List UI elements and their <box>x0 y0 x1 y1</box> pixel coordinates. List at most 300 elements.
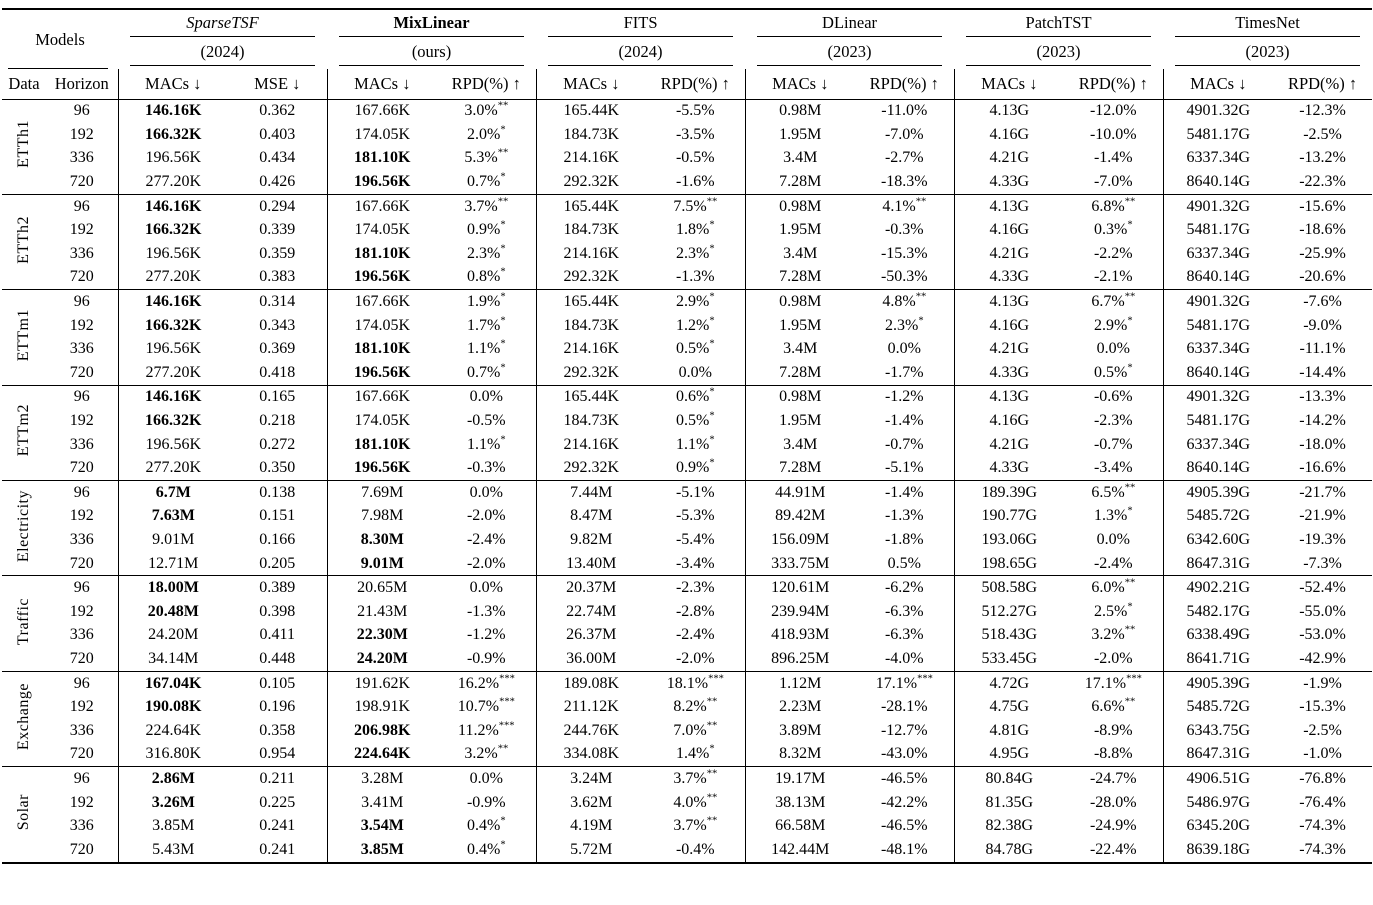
metric-cell: 0.165 <box>259 388 296 406</box>
metric-cell: -0.5% <box>675 149 715 167</box>
horizon-column-header: Horizon <box>54 73 109 93</box>
metric-cell: 0.0% <box>469 388 503 406</box>
metric-cell: 3.7%** <box>464 196 509 215</box>
table-row <box>2 266 1372 290</box>
macs-cell: 4.13G <box>954 290 1064 314</box>
macs-cell: 22.30M <box>327 624 437 648</box>
table-row <box>2 767 1372 791</box>
table-row <box>2 838 1372 863</box>
metric-cell: 3.2%** <box>1091 625 1136 644</box>
metric-cell: -1.0% <box>1303 745 1342 763</box>
dataset-group <box>2 99 1372 194</box>
horizon-cell: 720 <box>69 745 94 763</box>
macs-cell: 20.37M <box>536 576 646 600</box>
macs-cell: 508.58G <box>954 576 1064 600</box>
metric-cell: -48.1% <box>880 840 928 858</box>
macs-cell: 2.23M <box>745 695 855 719</box>
macs-cell: 224.64K <box>327 743 437 767</box>
macs-cell: 181.10K <box>327 337 437 361</box>
macs-cell: 4.33G <box>954 266 1064 290</box>
macs-cell: 4.21G <box>954 242 1064 266</box>
macs-cell: 5481.17G <box>1163 218 1273 242</box>
dataset-label <box>2 194 46 289</box>
macs-cell: 166.32K <box>118 218 228 242</box>
metric-column-header: RPD(%) ↑ <box>1287 73 1358 93</box>
horizon-cell: 336 <box>69 149 94 167</box>
models-underline <box>8 68 108 69</box>
macs-cell: 8647.31G <box>1163 552 1273 576</box>
horizon-cell: 192 <box>69 793 94 811</box>
macs-column-header: MACs ↓ <box>536 69 646 99</box>
metric-cell: 6.5%** <box>1091 482 1136 501</box>
table-row <box>2 552 1372 576</box>
macs-cell: 239.94M <box>745 600 855 624</box>
significance-stars: ** <box>706 768 718 780</box>
horizon-cell: 96 <box>73 483 90 501</box>
metric-cell: -2.1% <box>1093 268 1133 286</box>
metric-cell: 0.350 <box>259 459 296 477</box>
macs-cell: 196.56K <box>118 433 228 457</box>
macs-cell: 4.72G <box>954 671 1064 695</box>
metric-cell: 2.5%* <box>1094 601 1133 620</box>
significance-stars: ** <box>706 720 718 732</box>
macs-cell: 193.06G <box>954 528 1064 552</box>
significance-stars: ** <box>915 291 927 303</box>
dataset-label-text: Electricity <box>15 489 32 562</box>
metric-cell: -6.3% <box>884 626 924 644</box>
macs-cell: 3.28M <box>327 767 437 791</box>
metric-cell: -50.3% <box>880 268 928 286</box>
significance-stars: ** <box>706 196 718 208</box>
metric-cell: -21.9% <box>1299 507 1346 525</box>
metric-cell: 6.7%** <box>1091 291 1136 311</box>
macs-cell: 7.63M <box>118 505 228 529</box>
macs-cell: 9.01M <box>118 528 228 552</box>
metric-cell: -28.0% <box>1089 793 1137 811</box>
significance-stars: * <box>1127 362 1133 374</box>
dataset-label-text: Traffic <box>15 597 32 645</box>
macs-cell: 146.16K <box>118 290 228 314</box>
macs-cell: 292.32K <box>536 456 646 480</box>
metric-cell: -9.0% <box>1303 316 1342 334</box>
metric-cell: 0.434 <box>259 149 296 167</box>
metric-cell: 1.3%* <box>1094 506 1133 525</box>
metric-cell: 1.1%* <box>466 434 506 453</box>
metric-cell: -13.3% <box>1299 388 1346 406</box>
significance-stars: * <box>500 243 506 255</box>
table-row <box>2 576 1372 600</box>
macs-cell: 211.12K <box>536 695 646 719</box>
macs-cell: 7.98M <box>327 505 437 529</box>
macs-cell: 224.64K <box>118 719 228 743</box>
metric-cell: 1.4%* <box>675 744 715 763</box>
metric-cell: -0.6% <box>1093 388 1133 406</box>
results-table <box>2 8 1372 864</box>
metric-cell: 4.1%** <box>882 196 927 215</box>
metric-cell: -5.1% <box>884 459 924 477</box>
macs-cell: 3.24M <box>536 767 646 791</box>
table-row <box>2 456 1372 480</box>
dataset-label-text: ETTm1 <box>15 308 32 362</box>
metric-cell: -55.0% <box>1299 602 1346 620</box>
significance-stars: * <box>500 338 506 350</box>
macs-cell: 34.14M <box>118 647 228 671</box>
macs-cell: 3.62M <box>536 791 646 815</box>
significance-stars: * <box>709 434 715 446</box>
metric-cell: -16.6% <box>1299 459 1346 477</box>
table-row <box>2 314 1372 338</box>
horizon-cell: 192 <box>69 412 94 430</box>
metric-cell: -1.9% <box>1303 674 1342 692</box>
metric-cell: 1.7%* <box>466 315 506 334</box>
macs-cell: 316.80K <box>118 743 228 767</box>
macs-cell: 8.32M <box>745 743 855 767</box>
metric-cell: -76.8% <box>1299 769 1346 787</box>
macs-cell: 36.00M <box>536 647 646 671</box>
macs-cell: 7.44M <box>536 481 646 505</box>
horizon-cell: 96 <box>73 769 90 787</box>
metric-cell: 0.205 <box>259 554 296 572</box>
metric-cell: -12.3% <box>1299 102 1346 120</box>
metric-cell: 3.7%** <box>673 815 718 835</box>
significance-stars: * <box>709 457 715 469</box>
significance-stars: * <box>709 219 715 231</box>
dataset-group <box>2 576 1372 671</box>
macs-cell: 4.21G <box>954 147 1064 171</box>
significance-stars: ** <box>706 696 718 708</box>
models-label: Models <box>35 29 85 49</box>
macs-cell: 6337.34G <box>1163 337 1273 361</box>
macs-cell: 8641.71G <box>1163 647 1273 671</box>
macs-cell: 13.40M <box>536 552 646 576</box>
macs-cell: 1.95M <box>745 123 855 147</box>
metric-cell: -22.3% <box>1299 173 1346 191</box>
dataset-label-text: ETTh1 <box>15 120 32 169</box>
metric-cell: 0.448 <box>259 649 296 667</box>
macs-cell: 4901.32G <box>1163 385 1273 409</box>
metric-cell: 0.0% <box>887 340 921 358</box>
metric-cell: -2.7% <box>884 149 924 167</box>
macs-cell: 6342.60G <box>1163 528 1273 552</box>
macs-cell: 191.62K <box>327 671 437 695</box>
metric-cell: -22.4% <box>1089 840 1137 858</box>
significance-stars: * <box>500 171 506 183</box>
macs-cell: 190.08K <box>118 695 228 719</box>
significance-stars: * <box>709 291 715 303</box>
metric-cell: -25.9% <box>1299 244 1346 262</box>
macs-cell: 4.16G <box>954 218 1064 242</box>
macs-cell: 4.81G <box>954 719 1064 743</box>
metric-cell: 0.389 <box>259 579 296 597</box>
metric-cell: 2.3%* <box>675 243 715 262</box>
macs-cell: 3.85M <box>118 814 228 838</box>
macs-cell: 44.91M <box>745 481 855 505</box>
metric-cell: 5.3%** <box>464 148 509 167</box>
metric-cell: 0.9%* <box>675 457 715 477</box>
metric-cell: -24.7% <box>1089 769 1137 787</box>
metric-cell: 0.218 <box>259 412 296 430</box>
metric-cell: -18.6% <box>1299 221 1346 239</box>
macs-cell: 277.20K <box>118 361 228 385</box>
metric-cell: 0.211 <box>259 769 295 787</box>
macs-cell: 174.05K <box>327 314 437 338</box>
macs-cell: 66.58M <box>745 814 855 838</box>
metric-cell: 17.1%*** <box>1084 673 1142 692</box>
metric-cell: -1.4% <box>1093 149 1133 167</box>
metric-cell: -4.0% <box>884 649 924 667</box>
table-row <box>2 385 1372 409</box>
significance-stars: * <box>1127 315 1133 327</box>
dataset-group <box>2 671 1372 766</box>
metric-cell: -53.0% <box>1299 626 1346 644</box>
macs-cell: 146.16K <box>118 194 228 218</box>
table-row <box>2 361 1372 385</box>
metric-cell: -7.0% <box>884 125 924 143</box>
metric-cell: -6.3% <box>884 602 924 620</box>
metric-cell: -15.6% <box>1299 197 1346 215</box>
table-row <box>2 505 1372 529</box>
metric-cell: -15.3% <box>1299 698 1346 716</box>
macs-cell: 3.41M <box>327 791 437 815</box>
model-name-dlinear: DLinear <box>745 9 954 39</box>
metric-cell: -5.3% <box>675 507 715 525</box>
dataset-label <box>2 385 46 480</box>
metric-cell: -2.4% <box>466 530 506 548</box>
metric-cell: -1.2% <box>884 388 924 406</box>
macs-cell: 1.12M <box>745 671 855 695</box>
metric-cell: 0.426 <box>259 173 296 191</box>
macs-cell: 7.28M <box>745 361 855 385</box>
dataset-label-text: Exchange <box>15 682 32 750</box>
table-row <box>2 600 1372 624</box>
macs-cell: 18.00M <box>118 576 228 600</box>
macs-cell: 166.32K <box>118 123 228 147</box>
metric-cell: 0.166 <box>259 530 296 548</box>
horizon-cell: 720 <box>69 173 94 191</box>
horizon-cell: 192 <box>69 698 94 716</box>
table-header <box>2 9 1372 99</box>
macs-cell: 4902.21G <box>1163 576 1273 600</box>
metric-cell: 2.3%* <box>466 243 506 262</box>
macs-cell: 156.09M <box>745 528 855 552</box>
significance-stars: * <box>500 315 506 327</box>
macs-cell: 196.56K <box>118 147 228 171</box>
metric-cell: -2.8% <box>675 602 715 620</box>
significance-stars: ** <box>1124 625 1136 637</box>
macs-cell: 4.21G <box>954 337 1064 361</box>
macs-cell: 8647.31G <box>1163 743 1273 767</box>
metric-cell: 1.1%* <box>466 338 506 358</box>
metric-cell: 0.343 <box>259 316 296 334</box>
macs-cell: 9.01M <box>327 552 437 576</box>
metric-cell: 7.0%** <box>673 720 718 739</box>
horizon-cell: 336 <box>69 626 94 644</box>
metric-cell: 0.398 <box>259 602 296 620</box>
macs-cell: 167.04K <box>118 671 228 695</box>
metric-column-header: RPD(%) ↑ <box>451 73 521 93</box>
metric-cell: -12.0% <box>1089 102 1137 120</box>
dataset-group <box>2 385 1372 480</box>
macs-cell: 190.77G <box>954 505 1064 529</box>
metric-cell: -46.5% <box>880 769 928 787</box>
horizon-cell: 336 <box>69 435 94 453</box>
horizon-cell: 336 <box>69 721 94 739</box>
table-row <box>2 123 1372 147</box>
macs-cell: 198.91K <box>327 695 437 719</box>
macs-cell: 196.56K <box>327 456 437 480</box>
macs-cell: 196.56K <box>327 170 437 194</box>
macs-cell: 896.25M <box>745 647 855 671</box>
metric-cell: 0.0% <box>469 483 503 501</box>
significance-stars: * <box>709 410 715 422</box>
macs-cell: 0.98M <box>745 194 855 218</box>
metric-cell: 0.241 <box>259 817 296 835</box>
macs-column-header: MACs ↓ <box>954 69 1064 99</box>
metric-cell: -8.8% <box>1093 745 1133 763</box>
table-row <box>2 791 1372 815</box>
macs-cell: 1.95M <box>745 409 855 433</box>
macs-cell: 9.82M <box>536 528 646 552</box>
metric-cell: 0.3%* <box>1094 219 1133 239</box>
macs-cell: 22.74M <box>536 600 646 624</box>
significance-stars: * <box>500 124 506 136</box>
macs-cell: 0.98M <box>745 385 855 409</box>
metric-cell: 0.0% <box>469 769 503 787</box>
macs-cell: 184.73K <box>536 409 646 433</box>
metric-cell: -24.9% <box>1089 817 1137 835</box>
significance-stars: ** <box>1124 577 1136 589</box>
macs-cell: 0.98M <box>745 99 855 123</box>
macs-cell: 3.89M <box>745 719 855 743</box>
metric-cell: -76.4% <box>1299 793 1346 811</box>
model-year-timesnet: (2023) <box>1163 39 1372 69</box>
metric-cell: 16.2%*** <box>457 673 515 692</box>
significance-stars: * <box>500 434 506 446</box>
metric-cell: 0.362 <box>259 102 296 120</box>
macs-cell: 80.84G <box>954 767 1064 791</box>
model-name-fits: FITS <box>536 9 745 39</box>
macs-cell: 26.37M <box>536 624 646 648</box>
macs-cell: 214.16K <box>536 242 646 266</box>
macs-cell: 184.73K <box>536 218 646 242</box>
macs-cell: 38.13M <box>745 791 855 815</box>
significance-stars: *** <box>917 673 933 685</box>
macs-cell: 512.27G <box>954 600 1064 624</box>
significance-stars: *** <box>499 673 515 685</box>
metric-cell: 0.314 <box>259 293 296 311</box>
metric-cell: -0.5% <box>466 412 506 430</box>
macs-cell: 4.16G <box>954 123 1064 147</box>
macs-cell: 167.66K <box>327 194 437 218</box>
metric-cell: 0.954 <box>259 745 296 763</box>
metric-cell: 0.5%* <box>1094 362 1133 381</box>
macs-cell: 4.13G <box>954 385 1064 409</box>
horizon-cell: 96 <box>73 579 90 597</box>
metric-cell: 0.5%* <box>675 338 715 358</box>
significance-stars: * <box>709 338 715 350</box>
macs-cell: 6337.34G <box>1163 147 1273 171</box>
metric-cell: -1.3% <box>675 268 715 286</box>
metric-cell: 0.225 <box>259 793 296 811</box>
macs-cell: 8640.14G <box>1163 266 1273 290</box>
macs-cell: 4.16G <box>954 409 1064 433</box>
metric-cell: 0.151 <box>259 507 296 525</box>
table-row <box>2 242 1372 266</box>
horizon-cell: 720 <box>69 554 94 572</box>
metric-cell: -0.3% <box>884 221 924 239</box>
significance-stars: * <box>1127 601 1133 613</box>
metric-cell: 0.5%* <box>675 410 715 430</box>
macs-cell: 21.43M <box>327 600 437 624</box>
macs-cell: 277.20K <box>118 456 228 480</box>
significance-stars: * <box>918 315 924 327</box>
macs-cell: 4906.51G <box>1163 767 1273 791</box>
macs-cell: 174.05K <box>327 218 437 242</box>
dataset-label <box>2 290 46 385</box>
dataset-label-text: ETTh2 <box>15 215 32 264</box>
metric-cell: 0.411 <box>259 626 295 644</box>
macs-cell: 146.16K <box>118 385 228 409</box>
macs-cell: 244.76K <box>536 719 646 743</box>
macs-cell: 8.47M <box>536 505 646 529</box>
macs-cell: 8639.18G <box>1163 838 1273 863</box>
table-row <box>2 290 1372 314</box>
macs-cell: 146.16K <box>118 99 228 123</box>
macs-cell: 5482.17G <box>1163 600 1273 624</box>
table-row <box>2 147 1372 171</box>
significance-stars: * <box>709 315 715 327</box>
macs-cell: 174.05K <box>327 409 437 433</box>
macs-cell: 167.66K <box>327 385 437 409</box>
significance-stars: ** <box>497 744 509 755</box>
macs-cell: 24.20M <box>327 647 437 671</box>
metric-cell: -11.0% <box>881 102 928 120</box>
macs-cell: 277.20K <box>118 170 228 194</box>
table-row <box>2 624 1372 648</box>
metric-cell: 0.5% <box>887 554 921 572</box>
macs-column-header: MACs ↓ <box>745 69 855 99</box>
table-row <box>2 337 1372 361</box>
model-name-timesnet: TimesNet <box>1163 9 1372 39</box>
macs-cell: 3.4M <box>745 433 855 457</box>
macs-cell: 8640.14G <box>1163 361 1273 385</box>
metric-column-header: RPD(%) ↑ <box>1078 73 1148 93</box>
metric-cell: -1.4% <box>884 483 924 501</box>
metric-cell: -2.2% <box>1093 244 1133 262</box>
metric-cell: -2.4% <box>675 626 715 644</box>
metric-cell: 11.2%*** <box>458 720 515 739</box>
table-row <box>2 99 1372 123</box>
metric-cell: -5.1% <box>675 483 715 501</box>
macs-cell: 8640.14G <box>1163 456 1273 480</box>
macs-cell: 198.65G <box>954 552 1064 576</box>
metric-cell: 1.9%* <box>466 291 506 311</box>
metric-cell: -2.3% <box>675 579 715 597</box>
table-row <box>2 743 1372 767</box>
macs-cell: 5485.72G <box>1163 505 1273 529</box>
macs-cell: 196.56K <box>327 266 437 290</box>
table-row <box>2 671 1372 695</box>
table-row <box>2 481 1372 505</box>
macs-cell: 3.4M <box>745 337 855 361</box>
horizon-cell: 192 <box>69 507 94 525</box>
metric-cell: -2.5% <box>1303 721 1342 739</box>
metric-cell: -7.3% <box>1303 554 1342 572</box>
metric-cell: 0.0% <box>678 363 712 381</box>
dataset-label <box>2 671 46 766</box>
significance-stars: *** <box>499 696 515 708</box>
significance-stars: * <box>500 267 506 279</box>
